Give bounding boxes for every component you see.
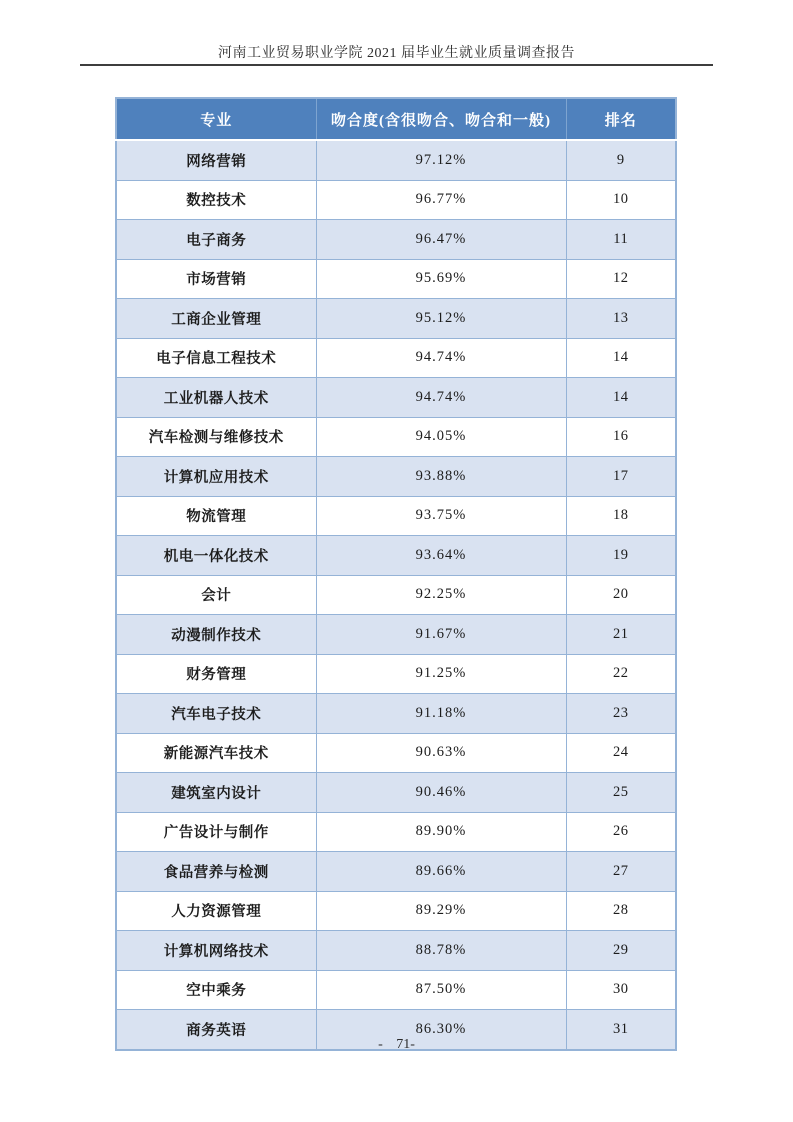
cell-rank: 11 [566, 220, 676, 260]
cell-rank: 27 [566, 852, 676, 892]
table-body [116, 140, 676, 1050]
cell-major: 广告设计与制作 [116, 812, 316, 852]
cell-rank: 21 [566, 615, 676, 655]
cell-major: 物流管理 [116, 496, 316, 536]
column-header-major: 专业 [116, 98, 316, 140]
cell-match-degree: 90.63% [316, 733, 566, 773]
page-header-title: 河南工业贸易职业学院 2021 届毕业生就业质量调查报告 [218, 46, 575, 61]
cell-match-degree: 93.75% [316, 496, 566, 536]
page-number: - 71- [378, 1037, 415, 1052]
cell-match-degree: 91.18% [316, 694, 566, 734]
major-match-rank-table [115, 97, 677, 1051]
table-row [116, 417, 676, 457]
table-row [116, 140, 676, 180]
table-row [116, 615, 676, 655]
cell-match-degree: 90.46% [316, 773, 566, 813]
table-row [116, 970, 676, 1010]
table-row [116, 931, 676, 971]
table-row [116, 654, 676, 694]
cell-rank: 30 [566, 970, 676, 1010]
cell-match-degree: 94.74% [316, 338, 566, 378]
cell-major: 食品营养与检测 [116, 852, 316, 892]
cell-major: 市场营销 [116, 259, 316, 299]
cell-major: 空中乘务 [116, 970, 316, 1010]
cell-major: 电子信息工程技术 [116, 338, 316, 378]
table-row [116, 536, 676, 576]
cell-match-degree: 91.25% [316, 654, 566, 694]
cell-rank: 14 [566, 338, 676, 378]
cell-match-degree: 96.77% [316, 180, 566, 220]
cell-major: 动漫制作技术 [116, 615, 316, 655]
table-row [116, 299, 676, 339]
cell-major: 财务管理 [116, 654, 316, 694]
cell-rank: 12 [566, 259, 676, 299]
table-row [116, 694, 676, 734]
cell-major: 汽车电子技术 [116, 694, 316, 734]
cell-rank: 22 [566, 654, 676, 694]
cell-match-degree: 88.78% [316, 931, 566, 971]
cell-match-degree: 93.88% [316, 457, 566, 497]
cell-match-degree: 97.12% [316, 140, 566, 180]
table-row [116, 378, 676, 418]
cell-rank: 10 [566, 180, 676, 220]
cell-rank: 19 [566, 536, 676, 576]
cell-match-degree: 94.05% [316, 417, 566, 457]
cell-major: 工商企业管理 [116, 299, 316, 339]
cell-major: 计算机应用技术 [116, 457, 316, 497]
cell-match-degree: 89.66% [316, 852, 566, 892]
table-row [116, 575, 676, 615]
cell-match-degree: 94.74% [316, 378, 566, 418]
cell-major: 工业机器人技术 [116, 378, 316, 418]
cell-major: 商务英语 [116, 1010, 316, 1050]
cell-match-degree: 95.12% [316, 299, 566, 339]
cell-rank: 9 [566, 140, 676, 180]
cell-rank: 31 [566, 1010, 676, 1050]
column-header-match-degree: 吻合度(含很吻合、吻合和一般) [316, 98, 566, 140]
table-row [116, 338, 676, 378]
table-row [116, 773, 676, 813]
cell-major: 新能源汽车技术 [116, 733, 316, 773]
cell-match-degree: 86.30% [316, 1010, 566, 1050]
table-row [116, 220, 676, 260]
column-header-rank: 排名 [566, 98, 676, 140]
table-row [116, 259, 676, 299]
cell-rank: 28 [566, 891, 676, 931]
cell-major: 人力资源管理 [116, 891, 316, 931]
cell-match-degree: 92.25% [316, 575, 566, 615]
cell-major: 数控技术 [116, 180, 316, 220]
table-row [116, 457, 676, 497]
table-header-row [116, 98, 676, 140]
cell-match-degree: 89.29% [316, 891, 566, 931]
cell-rank: 18 [566, 496, 676, 536]
table-row [116, 812, 676, 852]
table-row [116, 180, 676, 220]
cell-match-degree: 95.69% [316, 259, 566, 299]
table-row [116, 733, 676, 773]
header-divider-rule [80, 64, 713, 66]
cell-rank: 14 [566, 378, 676, 418]
cell-rank: 26 [566, 812, 676, 852]
cell-rank: 23 [566, 694, 676, 734]
table-row [116, 496, 676, 536]
cell-match-degree: 89.90% [316, 812, 566, 852]
cell-major: 会计 [116, 575, 316, 615]
cell-rank: 20 [566, 575, 676, 615]
cell-rank: 16 [566, 417, 676, 457]
cell-major: 电子商务 [116, 220, 316, 260]
cell-major: 计算机网络技术 [116, 931, 316, 971]
table-row [116, 852, 676, 892]
cell-major: 汽车检测与维修技术 [116, 417, 316, 457]
cell-major: 建筑室内设计 [116, 773, 316, 813]
cell-match-degree: 91.67% [316, 615, 566, 655]
cell-rank: 24 [566, 733, 676, 773]
cell-rank: 13 [566, 299, 676, 339]
cell-match-degree: 87.50% [316, 970, 566, 1010]
cell-match-degree: 96.47% [316, 220, 566, 260]
cell-rank: 29 [566, 931, 676, 971]
cell-rank: 17 [566, 457, 676, 497]
table-row [116, 891, 676, 931]
cell-major: 机电一体化技术 [116, 536, 316, 576]
cell-match-degree: 93.64% [316, 536, 566, 576]
cell-rank: 25 [566, 773, 676, 813]
cell-major: 网络营销 [116, 140, 316, 180]
